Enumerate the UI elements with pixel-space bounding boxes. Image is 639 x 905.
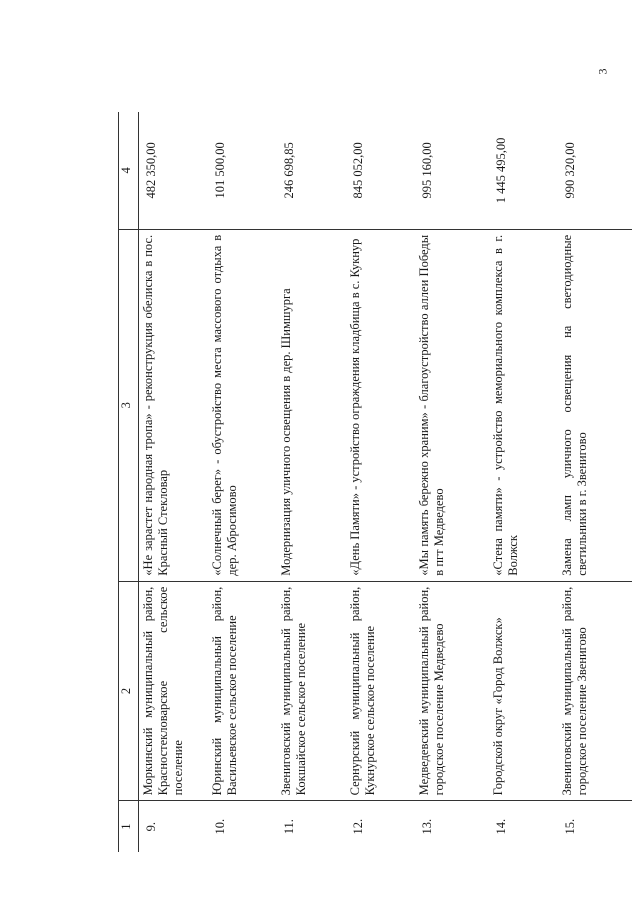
table-row: [277, 112, 346, 852]
header-col-2: 2: [118, 581, 139, 801]
funding-amount: 101 500,00: [208, 112, 277, 229]
row-number: 11.: [281, 819, 296, 835]
funding-table: [118, 112, 632, 852]
funding-amount: 845 052,00: [346, 112, 415, 229]
table-row: [415, 112, 489, 852]
table-top-rule: [118, 112, 119, 852]
funding-amount: 995 160,00: [415, 112, 489, 229]
project-description: «Солнечный берег» - обустройство места массового отдыха в дер. Абросимово: [208, 229, 277, 581]
municipality-name: Моркинский муниципальный район, Красностекловарское сельское поселение: [139, 581, 208, 801]
project-description: Модернизация уличного освещения в дер. Шимшурга: [277, 229, 346, 581]
table-row: [558, 112, 632, 852]
funding-amount: 246 698,85: [277, 112, 346, 229]
project-description: «День Памяти» - устройство ограждения кладбища в с. Кукнур: [346, 229, 415, 581]
row-number: 12.: [350, 818, 365, 835]
project-description: «Стена памяти» - устройство мемориального комплекса в г. Волжск: [489, 229, 558, 581]
header-col-3: 3: [118, 229, 139, 581]
row-number: 14.: [493, 818, 508, 835]
table-row: [489, 112, 558, 852]
row-number: 15.: [562, 818, 577, 835]
header-col-1: 1: [118, 801, 139, 852]
municipality-name: Юринский муниципальный район, Васильевское сельское поселение: [208, 581, 277, 801]
municipality-name: Сернурский муниципальный район, Кукнурское сельское поселение: [346, 581, 415, 801]
municipality-name: Медведевский муниципальный район, городское поселение Медведево: [415, 581, 489, 801]
funding-table-frame: [118, 112, 589, 852]
row-number: 9.: [144, 821, 158, 832]
municipality-name: Звениговский муниципальный район, городское поселение Звенигово: [558, 581, 632, 801]
page-number: 3: [595, 68, 610, 75]
project-description: Замена ламп уличного освещения на светодиодные светильники в г. Звенигово: [558, 229, 632, 581]
row-number: 13.: [419, 818, 434, 835]
row-number: 10.: [212, 818, 227, 835]
table-row: [139, 112, 208, 852]
project-description: «Не зарастет народная тропа» - реконструкция обелиска в пос. Красный Стекловар: [139, 229, 208, 581]
funding-amount: 1 445 495,00: [489, 112, 558, 229]
table-row: [346, 112, 415, 852]
funding-amount: 482 350,00: [139, 112, 208, 229]
project-description: «Мы память бережно храним» - благоустройство аллеи Победы в пгт Медведево: [415, 229, 489, 581]
municipality-name: Городской округ «Город Волжск»: [489, 581, 558, 801]
table-header-row: [118, 112, 139, 852]
header-col-4: 4: [118, 112, 139, 229]
funding-amount: 990 320,00: [558, 112, 632, 229]
table-row: [208, 112, 277, 852]
municipality-name: Звениговский муниципальный район, Кокшайское сельское поселение: [277, 581, 346, 801]
